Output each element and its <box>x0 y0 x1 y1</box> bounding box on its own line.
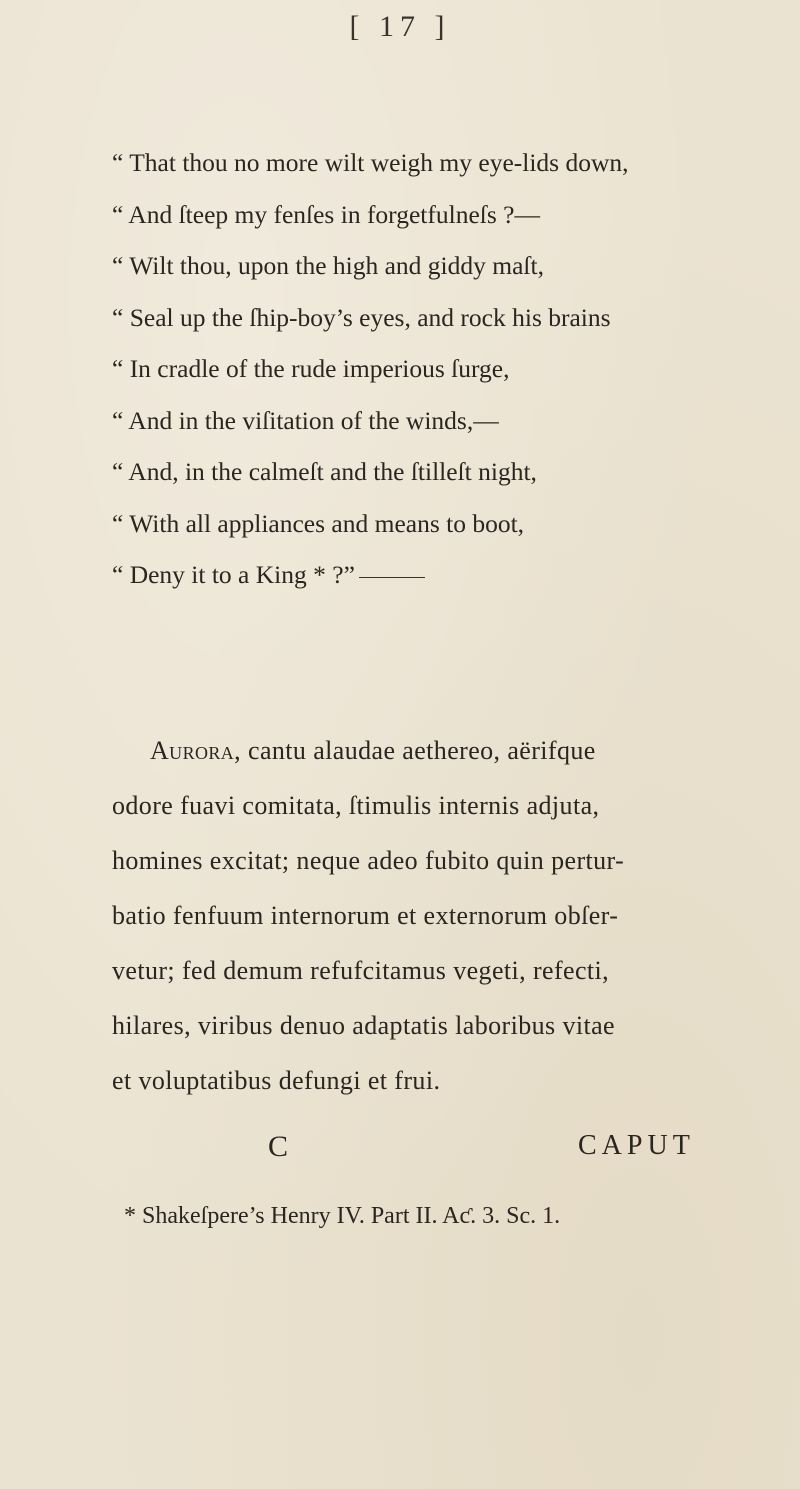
paragraph-line: homines excitat; neque adeo fubito quin pertur- <box>112 846 625 875</box>
footnote: * Shakeſpere’s Henry IV. Part II. Aƈ. 3. Sc. 1. <box>124 1203 561 1229</box>
paragraph-line: vetur; fed demum refufcitamus vegeti, refecti, <box>112 956 610 985</box>
verse-line-final <box>112 555 772 607</box>
paragraph-line: batio fenfuum internorum et externorum obſer- <box>112 901 619 930</box>
verse-line: “ In cradle of the rude imperious ſurge, <box>112 354 510 383</box>
page-footer-marks <box>0 1130 800 1170</box>
verse-quotation <box>112 143 772 607</box>
opening-word: Aurora, <box>150 736 242 765</box>
verse-line-text: “ Deny it to a King * ?” <box>112 560 355 589</box>
paragraph-line: hilares, viribus denuo adaptatis laboribus vitae <box>112 1011 615 1040</box>
verse-line: “ With all appliances and means to boot, <box>112 508 525 538</box>
verse-line: “ And, in the calmeſt and the ſtilleſt night, <box>112 457 537 486</box>
paragraph-line <box>112 723 752 778</box>
paragraph-line-text: cantu alaudae aethereo, aërifque <box>248 736 596 765</box>
verse-line: “ And ſteep my fenſes in forgetfulneſs ?— <box>112 199 540 229</box>
latin-paragraph <box>112 723 752 1108</box>
paragraph-line: odore fuavi comitata, ſtimulis internis adjuta, <box>112 791 600 820</box>
verse-line: “ Wilt thou, upon the high and giddy maſt, <box>112 251 544 280</box>
verse-line: “ Seal up the ſhip-boy’s eyes, and rock his brains <box>112 302 611 332</box>
catchword: CAPUT <box>578 1130 695 1161</box>
signature-mark: C <box>268 1130 291 1163</box>
dash-rule <box>359 577 425 578</box>
verse-line: “ And in the viſitation of the winds,— <box>112 405 499 435</box>
page-number: [ 17 ] <box>349 10 451 43</box>
paragraph-line: et voluptatibus defungi et frui. <box>112 1066 441 1095</box>
verse-line: “ That thou no more wilt weigh my eye-lids down, <box>112 148 629 177</box>
